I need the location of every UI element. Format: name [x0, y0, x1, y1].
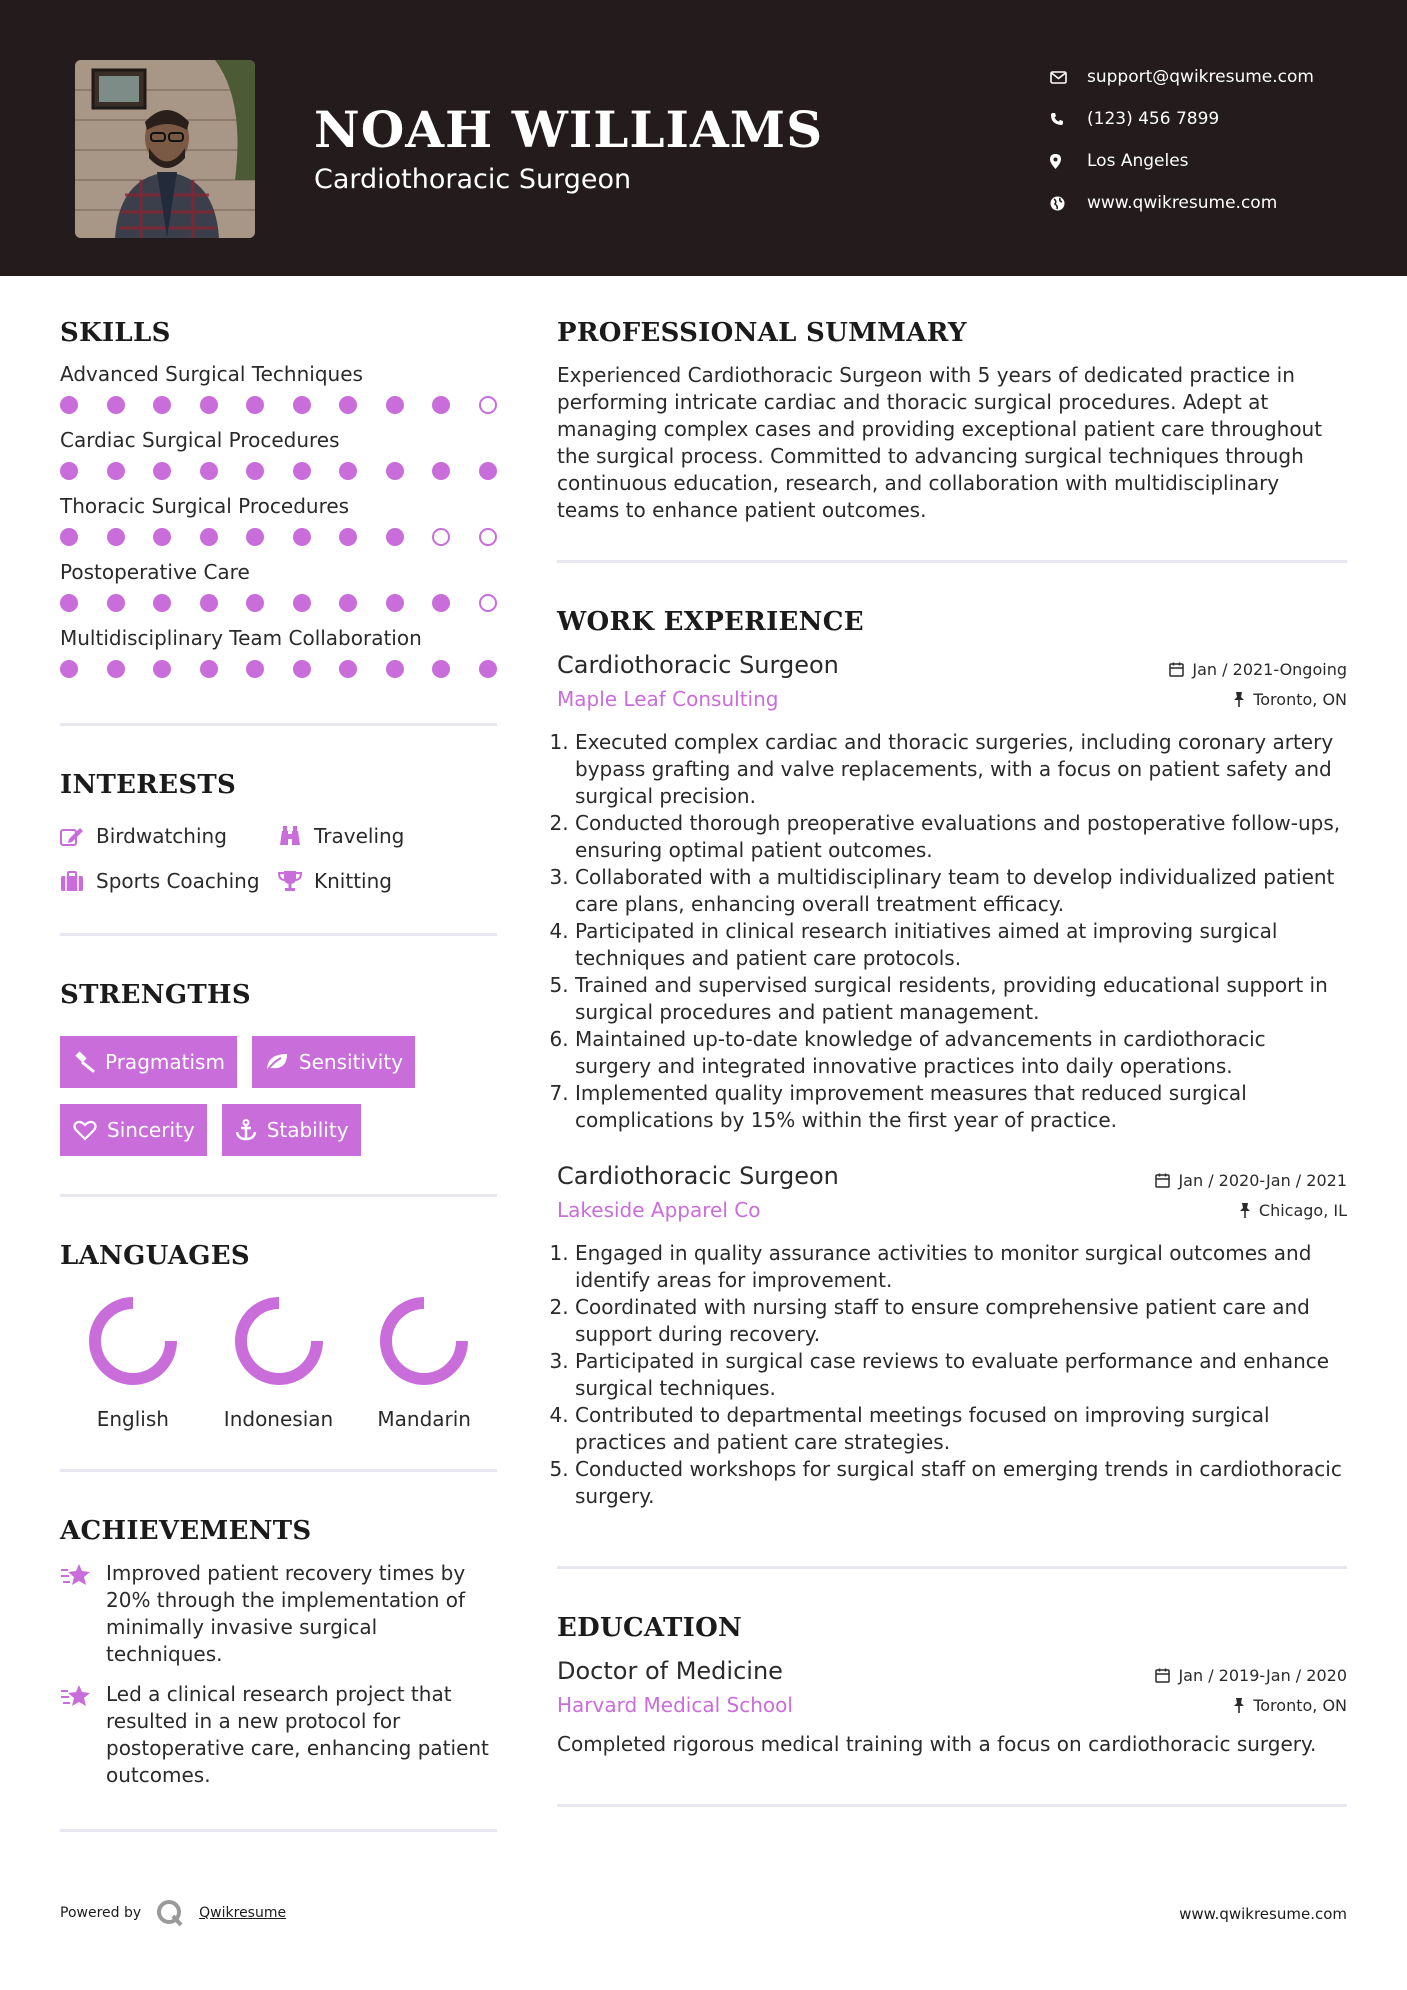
rating-dot-empty — [479, 594, 497, 612]
interest-label: Birdwatching — [96, 824, 227, 848]
rating-dot-filled — [200, 396, 218, 414]
strength-tag — [60, 1104, 207, 1156]
section-divider — [60, 933, 497, 936]
pushpin-icon — [1233, 1698, 1245, 1713]
section-divider — [557, 560, 1347, 563]
duty-item: 6. Maintained up-to-date knowledge of advancements in cardiothoracic surgery and integrated innovative practices into daily operations. — [575, 1026, 1347, 1080]
rating-dot-filled — [60, 660, 78, 678]
education-heading: EDUCATION — [557, 1613, 743, 1643]
duty-item: 5. Conducted workshops for surgical staff on emerging trends in cardiothoracic surgery. — [575, 1456, 1347, 1510]
rating-dot-filled — [107, 462, 125, 480]
rating-dot-filled — [432, 396, 450, 414]
interest-label: Traveling — [314, 824, 405, 848]
job-title: Cardiothoracic Surgeon — [557, 1162, 839, 1190]
rating-dot-filled — [246, 528, 264, 546]
contact-list — [1050, 56, 1314, 224]
education-description: Completed rigorous medical training with a focus on cardiothoracic surgery. — [557, 1732, 1317, 1756]
education-location — [1233, 1696, 1347, 1715]
interests-section — [60, 770, 497, 895]
anchor-icon — [235, 1119, 257, 1141]
skills-list — [60, 362, 497, 678]
rating-dot-filled — [60, 594, 78, 612]
duty-item: 2. Coordinated with nursing staff to ensure comprehensive patient care and support during recovery. — [575, 1294, 1347, 1348]
powered-by — [60, 1898, 286, 1928]
globe-icon — [1050, 196, 1065, 211]
rating-dot-empty — [479, 528, 497, 546]
right-column — [557, 318, 1347, 1807]
language-name: Indonesian — [223, 1407, 334, 1431]
job-date-text: Jan / 2021-Ongoing — [1192, 660, 1347, 679]
duty-item: 3. Collaborated with a multidisciplinary team to develop individualized patient care plans, enhancing overall treatment efficacy. — [575, 864, 1347, 918]
languages-list — [60, 1295, 497, 1431]
strengths-heading: STRENGTHS — [60, 980, 251, 1010]
experience-section — [557, 607, 1347, 1510]
resume-header — [0, 0, 1407, 276]
pushpin-icon — [1233, 692, 1245, 707]
person-name: NOAH WILLIAMS — [314, 100, 824, 159]
strength-label: Sincerity — [107, 1118, 195, 1142]
skill-rating — [60, 594, 497, 612]
achievements-heading: ACHIEVEMENTS — [60, 1516, 312, 1546]
education-date — [1155, 1666, 1347, 1685]
person-title: Cardiothoracic Surgeon — [314, 164, 632, 195]
summary-heading: PROFESSIONAL SUMMARY — [557, 318, 967, 348]
section-divider — [557, 1804, 1347, 1807]
job-duties — [557, 729, 1347, 1134]
achievement-item — [60, 1560, 497, 1668]
skill-item — [60, 494, 497, 546]
language-item — [60, 1295, 206, 1431]
leaf-icon — [265, 1052, 289, 1072]
education-section — [557, 1613, 1347, 1758]
achievement-text: Improved patient recovery times by 20% through the implementation of minimally invasive surgical techniques. — [106, 1561, 466, 1666]
skill-rating — [60, 462, 497, 480]
section-divider — [60, 1194, 497, 1197]
section-divider — [60, 1469, 497, 1472]
rating-dot-filled — [479, 660, 497, 678]
skill-name: Postoperative Care — [60, 560, 250, 584]
rating-dot-filled — [293, 462, 311, 480]
strengths-list — [60, 1036, 497, 1156]
rating-dot-filled — [386, 528, 404, 546]
rating-dot-empty — [432, 528, 450, 546]
rating-dot-filled — [432, 462, 450, 480]
location-pin-icon — [1050, 154, 1061, 169]
achievements-section — [60, 1516, 497, 1789]
footer-url[interactable]: www.qwikresume.com — [1179, 1905, 1347, 1923]
rating-dot-filled — [107, 594, 125, 612]
rating-dot-filled — [432, 660, 450, 678]
envelope-icon — [1050, 71, 1067, 84]
skills-heading: SKILLS — [60, 318, 171, 348]
shooting-star-icon — [60, 1562, 92, 1588]
powered-by-label: Powered by — [60, 1905, 142, 1921]
rating-dot-filled — [246, 594, 264, 612]
rating-dot-filled — [153, 660, 171, 678]
interest-label: Sports Coaching — [96, 869, 260, 893]
school-name: Harvard Medical School — [557, 1693, 793, 1717]
rating-dot-filled — [479, 462, 497, 480]
contact-phone[interactable] — [1050, 98, 1314, 140]
rating-dot-filled — [153, 594, 171, 612]
qwikresume-logo-icon — [155, 1898, 185, 1928]
pushpin-icon — [1239, 1203, 1251, 1218]
rating-dot-filled — [339, 528, 357, 546]
contact-location — [1050, 140, 1314, 182]
interest-label: Knitting — [314, 869, 392, 893]
skill-rating — [60, 528, 497, 546]
rating-dot-filled — [293, 660, 311, 678]
rating-dot-filled — [386, 396, 404, 414]
shooting-star-icon — [60, 1683, 92, 1709]
strength-label: Stability — [266, 1118, 349, 1142]
job-entry — [557, 651, 1347, 1134]
job-duties — [557, 1240, 1347, 1510]
language-level-ring — [233, 1295, 325, 1387]
degree-title: Doctor of Medicine — [557, 1657, 783, 1685]
language-name: Mandarin — [377, 1407, 471, 1431]
languages-section — [60, 1241, 497, 1431]
rating-dot-filled — [200, 528, 218, 546]
section-divider — [557, 1566, 1347, 1569]
binoculars-icon — [278, 825, 302, 847]
strength-label: Pragmatism — [105, 1050, 225, 1074]
duty-item: 3. Participated in surgical case reviews to evaluate performance and enhance surgical techniques. — [575, 1348, 1347, 1402]
contact-phone-text: (123) 456 7899 — [1087, 109, 1220, 129]
gavel-icon — [73, 1051, 95, 1073]
interest-item — [60, 822, 278, 850]
duty-item: 4. Contributed to departmental meetings focused on improving surgical practices and patient care strategies. — [575, 1402, 1347, 1456]
summary-text: Experienced Cardiothoracic Surgeon with 5 years of dedicated practice in performing intricate cardiac and thoracic surgical procedures. Adept at managing complex cases and providing exceptional patient care throughout the surgical process. Committed to advancing surgical techniques through continuous education, research, and collaboration with multidisciplinary teams to enhance patient outcomes. — [557, 363, 1323, 522]
interests-list — [60, 822, 497, 895]
trophy-icon — [278, 870, 302, 892]
achievement-text: Led a clinical research project that resulted in a new protocol for postoperative care, enhancing patient outcomes. — [106, 1682, 489, 1787]
rating-dot-filled — [60, 528, 78, 546]
strength-tag — [222, 1104, 361, 1156]
job-location — [1233, 690, 1347, 709]
rating-dot-filled — [386, 594, 404, 612]
experience-heading: WORK EXPERIENCE — [557, 607, 864, 637]
strength-tag — [252, 1036, 415, 1088]
briefcase-icon — [60, 871, 84, 891]
education-date-text: Jan / 2019-Jan / 2020 — [1178, 1666, 1347, 1685]
pencil-icon — [60, 826, 84, 846]
language-item — [206, 1295, 352, 1431]
strengths-section — [60, 980, 497, 1156]
rating-dot-filled — [293, 528, 311, 546]
language-level-ring — [378, 1295, 470, 1387]
language-item — [351, 1295, 497, 1431]
rating-dot-filled — [153, 396, 171, 414]
rating-dot-filled — [200, 594, 218, 612]
phone-icon — [1050, 112, 1064, 126]
contact-website-text: www.qwikresume.com — [1087, 193, 1278, 213]
contact-location-text: Los Angeles — [1087, 151, 1189, 171]
rating-dot-filled — [246, 660, 264, 678]
skill-item — [60, 362, 497, 414]
heart-icon — [73, 1120, 97, 1141]
summary-section — [557, 318, 1347, 524]
duty-item: 5. Trained and supervised surgical residents, providing educational support in surgical procedures and patient management. — [575, 972, 1347, 1026]
qwikresume-link[interactable]: Qwikresume — [199, 1905, 287, 1921]
contact-email[interactable] — [1050, 56, 1314, 98]
strength-label: Sensitivity — [298, 1050, 404, 1074]
skill-item — [60, 428, 497, 480]
contact-email-text: support@qwikresume.com — [1087, 67, 1314, 87]
job-location-text: Chicago, IL — [1258, 1200, 1347, 1220]
rating-dot-filled — [339, 396, 357, 414]
job-location — [1239, 1201, 1347, 1220]
rating-dot-filled — [339, 594, 357, 612]
contact-website[interactable] — [1050, 182, 1314, 224]
calendar-icon — [1155, 1173, 1170, 1188]
skill-name: Thoracic Surgical Procedures — [60, 494, 350, 518]
rating-dot-filled — [246, 396, 264, 414]
skill-item — [60, 560, 497, 612]
rating-dot-filled — [293, 594, 311, 612]
rating-dot-filled — [200, 462, 218, 480]
calendar-icon — [1169, 662, 1184, 677]
rating-dot-filled — [200, 660, 218, 678]
profile-photo — [75, 60, 255, 238]
rating-dot-filled — [153, 528, 171, 546]
rating-dot-empty — [479, 396, 497, 414]
rating-dot-filled — [60, 462, 78, 480]
rating-dot-filled — [386, 660, 404, 678]
duty-item: 1. Executed complex cardiac and thoracic surgeries, including coronary artery bypass grafting and valve replacements, with a focus on patient safety and surgical precision. — [575, 729, 1347, 810]
skills-section — [60, 318, 497, 678]
achievement-item — [60, 1681, 497, 1789]
duty-item: 1. Engaged in quality assurance activities to monitor surgical outcomes and identify areas for improvement. — [575, 1240, 1347, 1294]
interest-item — [60, 867, 278, 895]
rating-dot-filled — [432, 594, 450, 612]
job-title: Cardiothoracic Surgeon — [557, 651, 839, 679]
skill-name: Multidisciplinary Team Collaboration — [60, 626, 422, 650]
job-date — [1155, 1171, 1347, 1190]
job-location-text: Toronto, ON — [1253, 689, 1347, 709]
rating-dot-filled — [107, 396, 125, 414]
job-entry — [557, 1162, 1347, 1510]
interest-item — [278, 867, 497, 895]
section-divider — [60, 1829, 497, 1832]
rating-dot-filled — [386, 462, 404, 480]
strength-tag — [60, 1036, 237, 1088]
rating-dot-filled — [60, 396, 78, 414]
rating-dot-filled — [107, 660, 125, 678]
rating-dot-filled — [339, 462, 357, 480]
skill-item — [60, 626, 497, 678]
rating-dot-filled — [153, 462, 171, 480]
skill-rating — [60, 660, 497, 678]
duty-item: 2. Conducted thorough preoperative evaluations and postoperative follow-ups, ensuring optimal patient outcomes. — [575, 810, 1347, 864]
interest-item — [278, 822, 497, 850]
languages-heading: LANGUAGES — [60, 1241, 250, 1271]
duty-item: 7. Implemented quality improvement measures that reduced surgical complications by 15% within the first year of practice. — [575, 1080, 1347, 1134]
interests-heading: INTERESTS — [60, 770, 237, 800]
rating-dot-filled — [246, 462, 264, 480]
company-name: Lakeside Apparel Co — [557, 1198, 761, 1222]
rating-dot-filled — [293, 396, 311, 414]
company-name: Maple Leaf Consulting — [557, 687, 779, 711]
language-level-ring — [87, 1295, 179, 1387]
section-divider — [60, 723, 497, 726]
language-name: English — [96, 1407, 169, 1431]
job-date — [1169, 660, 1347, 679]
calendar-icon — [1155, 1668, 1170, 1683]
rating-dot-filled — [107, 528, 125, 546]
duty-item: 4. Participated in clinical research initiatives aimed at improving surgical techniques and patient care protocols. — [575, 918, 1347, 972]
skill-name: Advanced Surgical Techniques — [60, 362, 363, 386]
education-location-text: Toronto, ON — [1253, 1695, 1347, 1715]
job-date-text: Jan / 2020-Jan / 2021 — [1178, 1171, 1347, 1190]
rating-dot-filled — [339, 660, 357, 678]
skill-rating — [60, 396, 497, 414]
skill-name: Cardiac Surgical Procedures — [60, 428, 340, 452]
left-column — [60, 318, 497, 1832]
